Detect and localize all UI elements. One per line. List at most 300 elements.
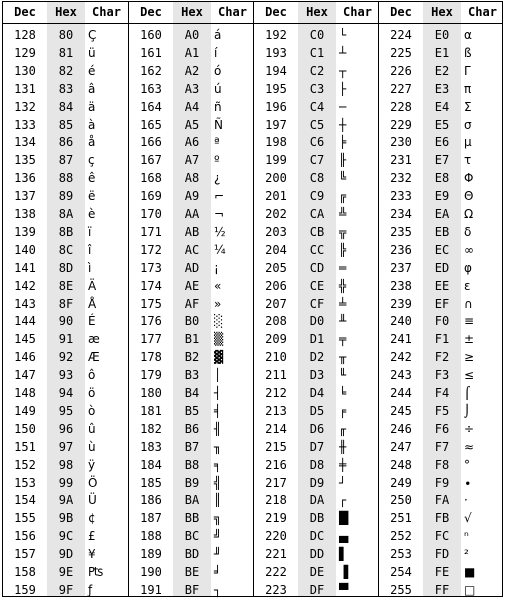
char-cell: ╓ (339, 421, 347, 436)
dec-cell: 247 (390, 439, 412, 454)
hex-cell: EF (434, 296, 450, 311)
char-cell: ╞ (339, 135, 347, 150)
hex-cell: C4 (309, 99, 325, 114)
table-header-row (379, 2, 502, 24)
char-cell: ┌ (339, 493, 347, 508)
char-cell: Γ (464, 63, 471, 78)
char-cell: ╘ (339, 386, 347, 400)
dec-cell: 215 (265, 439, 287, 454)
char-cell: ≥ (464, 350, 475, 365)
hex-cell: F8 (434, 457, 450, 472)
char-cell: ╬ (339, 278, 347, 293)
hex-cell: B3 (184, 368, 200, 383)
hex-cell: D8 (309, 457, 325, 472)
hex-cell: C8 (309, 171, 325, 186)
hex-cell: A0 (184, 28, 200, 42)
hex-cell: 8F (58, 296, 74, 311)
char-cell: ╛ (214, 565, 222, 579)
char-cell: Ñ (214, 117, 223, 132)
char-cell: ½ (214, 224, 226, 239)
char-cell: ╢ (214, 421, 222, 436)
dec-cell: 145 (14, 332, 36, 347)
hex-cell: BA (184, 493, 200, 508)
hex-cell: B1 (184, 332, 200, 347)
hex-cell: F4 (434, 386, 450, 400)
dec-cell: 255 (390, 582, 412, 597)
header-hex: Hex (181, 5, 203, 19)
hex-cell: CD (309, 260, 325, 275)
dec-cell: 245 (390, 403, 412, 418)
char-cell: √ (464, 511, 472, 526)
char-cell: Ç (88, 28, 97, 42)
dec-cell: 169 (140, 189, 162, 204)
hex-cell: 85 (58, 117, 74, 132)
dec-cell: 190 (140, 565, 162, 579)
hex-cell: 9F (58, 582, 74, 597)
dec-cell: 133 (14, 117, 36, 132)
hex-cell: 8D (58, 260, 74, 275)
table-column-group-4 (378, 2, 502, 596)
hex-cell: A6 (184, 135, 200, 150)
dec-cell: 142 (14, 278, 36, 293)
dec-cell: 217 (265, 475, 287, 490)
hex-cell: A9 (184, 189, 200, 204)
dec-cell: 204 (265, 242, 287, 257)
dec-cell: 187 (140, 511, 162, 526)
char-cell: ╤ (339, 332, 347, 347)
char-cell: ░ (214, 314, 224, 329)
char-cell: ├ (339, 81, 347, 96)
dec-cell: 191 (140, 582, 162, 597)
char-cell: φ (464, 260, 472, 275)
char-cell: ╩ (339, 207, 347, 221)
dec-cell: 238 (390, 278, 412, 293)
hex-cell: DB (309, 511, 325, 526)
hex-cell: A3 (184, 81, 200, 96)
char-cell: │ (214, 368, 222, 383)
header-char: Char (218, 5, 247, 19)
dec-cell: 226 (390, 63, 412, 78)
char-cell: ╟ (339, 153, 347, 168)
char-cell: Σ (464, 99, 472, 114)
dec-cell: 231 (390, 153, 412, 168)
hex-cell: CF (309, 296, 325, 311)
char-cell: à (88, 117, 96, 132)
dec-cell: 132 (14, 99, 36, 114)
hex-cell: 8B (58, 224, 74, 239)
dec-cell: 164 (140, 99, 162, 114)
hex-cell: F3 (434, 368, 450, 383)
dec-cell: 188 (140, 529, 162, 544)
dec-cell: 139 (14, 224, 36, 239)
dec-cell: 227 (390, 81, 412, 96)
hex-cell: B0 (184, 314, 200, 329)
hex-cell: 98 (58, 457, 74, 472)
hex-cell: C1 (309, 45, 325, 60)
hex-cell: E4 (434, 99, 450, 114)
header-hex: Hex (55, 5, 77, 19)
hex-cell: AC (184, 242, 200, 257)
char-cell: ╖ (214, 439, 222, 454)
hex-cell: D5 (309, 403, 325, 418)
dec-cell: 172 (140, 242, 162, 257)
char-cell: ╚ (339, 171, 347, 186)
hex-cell: F0 (434, 314, 450, 329)
char-cell: └ (339, 28, 347, 42)
dec-cell: 174 (140, 278, 162, 293)
hex-cell: 82 (58, 63, 74, 78)
char-cell: Θ (464, 189, 474, 204)
dec-cell: 184 (140, 457, 162, 472)
char-cell: ¬ (214, 207, 225, 221)
dec-cell: 213 (265, 403, 287, 418)
char-cell: æ (88, 332, 100, 347)
char-cell: ß (464, 45, 472, 60)
char-cell: □ (464, 582, 476, 597)
hex-cell: 94 (58, 386, 74, 400)
dec-cell: 148 (14, 386, 36, 400)
dec-cell: 138 (14, 207, 36, 221)
char-cell: ╫ (339, 439, 347, 454)
hex-cell: EB (434, 224, 450, 239)
char-cell: ▓ (214, 350, 224, 365)
dec-cell: 228 (390, 99, 412, 114)
hex-cell: 87 (58, 153, 74, 168)
dec-cell: 203 (265, 224, 287, 239)
dec-cell: 146 (14, 350, 36, 365)
hex-cell: B2 (184, 350, 200, 365)
hex-cell: 96 (58, 421, 74, 436)
char-cell: ╙ (339, 368, 347, 383)
char-cell: ÿ (88, 457, 96, 472)
hex-cell: A2 (184, 63, 200, 78)
char-cell: ╜ (214, 547, 222, 562)
char-cell: ╡ (214, 403, 222, 418)
char-cell: ╥ (339, 350, 347, 365)
header-char: Char (343, 5, 372, 19)
char-cell: ┤ (214, 386, 222, 400)
hex-cell: C2 (309, 63, 325, 78)
hex-cell: FC (434, 529, 450, 544)
hex-cell: B4 (184, 386, 200, 400)
dec-cell: 168 (140, 171, 162, 186)
char-cell: ╪ (339, 457, 347, 472)
hex-cell: F7 (434, 439, 450, 454)
char-cell: ² (464, 547, 469, 562)
char-cell: Ä (88, 278, 97, 293)
dec-cell: 189 (140, 547, 162, 562)
hex-cell: D2 (309, 350, 325, 365)
char-cell: é (88, 63, 96, 78)
char-cell: ■ (464, 565, 476, 579)
dec-cell: 198 (265, 135, 287, 150)
char-cell: Å (88, 296, 97, 311)
char-cell: Ω (464, 207, 474, 221)
header-dec: Dec (265, 5, 287, 19)
dec-cell: 230 (390, 135, 412, 150)
dec-cell: 253 (390, 547, 412, 562)
char-cell: ∩ (464, 296, 473, 311)
hex-cell: A1 (184, 45, 200, 60)
hex-cell: CC (309, 242, 325, 257)
char-cell: û (88, 421, 96, 436)
char-cell: á (214, 28, 222, 42)
dec-cell: 182 (140, 421, 162, 436)
hex-cell: FA (434, 493, 450, 508)
dec-cell: 159 (14, 582, 36, 597)
char-cell: ⌐ (214, 189, 225, 204)
char-cell: ë (88, 189, 96, 204)
hex-cell: D9 (309, 475, 325, 490)
hex-cell: 84 (58, 99, 74, 114)
dec-cell: 161 (140, 45, 162, 60)
dec-cell: 166 (140, 135, 162, 150)
char-cell: í (214, 45, 218, 60)
hex-cell: B8 (184, 457, 200, 472)
char-cell: ≤ (464, 368, 475, 383)
hex-cell: 92 (58, 350, 74, 365)
hex-cell: 9C (58, 529, 74, 544)
char-cell: ╧ (339, 296, 347, 311)
dec-cell: 250 (390, 493, 412, 508)
hex-cell: DD (309, 547, 325, 562)
char-cell: ∞ (464, 242, 474, 257)
hex-cell: B6 (184, 421, 200, 436)
char-cell: µ (464, 135, 472, 150)
hex-cell: EE (434, 278, 450, 293)
dec-cell: 214 (265, 421, 287, 436)
table-column-group-3 (253, 2, 378, 596)
dec-cell: 248 (390, 457, 412, 472)
dec-cell: 209 (265, 332, 287, 347)
dec-cell: 178 (140, 350, 162, 365)
dec-cell: 216 (265, 457, 287, 472)
char-cell: ò (88, 403, 96, 418)
dec-cell: 193 (265, 45, 287, 60)
header-dec: Dec (14, 5, 36, 19)
hex-cell: AA (184, 207, 200, 221)
dec-cell: 234 (390, 207, 412, 221)
char-cell: ▌ (339, 547, 349, 562)
char-cell: Ü (88, 493, 97, 508)
hex-cell: BF (184, 582, 200, 597)
ascii-extended-table (2, 1, 503, 597)
char-cell: ▐ (339, 565, 349, 579)
dec-cell: 163 (140, 81, 162, 96)
hex-cell: DC (309, 529, 325, 544)
char-cell: ┼ (339, 117, 347, 132)
hex-cell: E1 (434, 45, 450, 60)
dec-cell: 220 (265, 529, 287, 544)
dec-cell: 153 (14, 475, 36, 490)
dec-cell: 249 (390, 475, 412, 490)
hex-cell: D1 (309, 332, 325, 347)
table-header-row (129, 2, 253, 24)
header-char: Char (92, 5, 121, 19)
char-cell: ╒ (339, 403, 347, 418)
dec-cell: 194 (265, 63, 287, 78)
dec-cell: 144 (14, 314, 36, 329)
char-cell: ö (88, 386, 96, 400)
dec-cell: 180 (140, 386, 162, 400)
dec-cell: 130 (14, 63, 36, 78)
hex-cell: 90 (58, 314, 74, 329)
hex-cell: EC (434, 242, 450, 257)
hex-cell: A7 (184, 153, 200, 168)
dec-cell: 143 (14, 296, 36, 311)
dec-cell: 137 (14, 189, 36, 204)
hex-cell: A4 (184, 99, 200, 114)
header-dec: Dec (390, 5, 412, 19)
dec-cell: 237 (390, 260, 412, 275)
dec-cell: 179 (140, 368, 162, 383)
hex-cell: F6 (434, 421, 450, 436)
char-cell: · (464, 493, 468, 508)
char-cell: ï (88, 224, 92, 239)
hex-cell: DF (309, 582, 325, 597)
hex-cell: B5 (184, 403, 200, 418)
char-cell: ƒ (88, 582, 93, 597)
char-cell: ô (88, 368, 96, 383)
dec-cell: 205 (265, 260, 287, 275)
char-cell: δ (464, 224, 472, 239)
char-cell: ₧ (88, 565, 104, 579)
char-cell: ≡ (464, 314, 475, 329)
hex-cell: 8C (58, 242, 74, 257)
header-hex: Hex (306, 5, 328, 19)
char-cell: ⌡ (464, 403, 471, 418)
dec-cell: 147 (14, 368, 36, 383)
dec-cell: 151 (14, 439, 36, 454)
dec-cell: 219 (265, 511, 287, 526)
table-column-group-2 (128, 2, 253, 596)
hex-cell: C7 (309, 153, 325, 168)
char-cell: ó (214, 63, 222, 78)
char-cell: ≈ (464, 439, 475, 454)
dec-cell: 252 (390, 529, 412, 544)
char-cell: ─ (339, 99, 347, 114)
hex-cell: CB (309, 224, 325, 239)
char-cell: ▒ (214, 332, 224, 347)
dec-cell: 199 (265, 153, 287, 168)
dec-cell: 223 (265, 582, 287, 597)
hex-cell: F9 (434, 475, 450, 490)
char-cell: ú (214, 81, 222, 96)
char-cell: ¥ (88, 547, 96, 562)
char-cell: ║ (214, 493, 222, 508)
char-cell: î (88, 242, 92, 257)
hex-cell: E2 (434, 63, 450, 78)
hex-cell: CA (309, 207, 325, 221)
char-cell: ¿ (214, 171, 221, 186)
dec-cell: 211 (265, 368, 287, 383)
hex-cell: 81 (58, 45, 74, 60)
hex-cell: FF (434, 582, 450, 597)
dec-cell: 154 (14, 493, 36, 508)
dec-cell: 183 (140, 439, 162, 454)
char-cell: Æ (88, 350, 100, 365)
dec-cell: 149 (14, 403, 36, 418)
dec-cell: 201 (265, 189, 287, 204)
char-cell: ┘ (339, 475, 347, 490)
hex-cell: EA (434, 207, 450, 221)
char-cell: ╠ (339, 242, 347, 257)
dec-cell: 222 (265, 565, 287, 579)
dec-cell: 157 (14, 547, 36, 562)
char-cell: ª (214, 135, 220, 150)
dec-cell: 233 (390, 189, 412, 204)
char-cell: ═ (339, 260, 347, 275)
table-column-group-1 (3, 2, 128, 596)
dec-cell: 225 (390, 45, 412, 60)
hex-cell: BD (184, 547, 200, 562)
char-cell: ╨ (339, 314, 347, 329)
hex-cell: F1 (434, 332, 450, 347)
hex-cell: B7 (184, 439, 200, 454)
dec-cell: 244 (390, 386, 412, 400)
hex-cell: AD (184, 260, 200, 275)
dec-cell: 241 (390, 332, 412, 347)
dec-cell: 229 (390, 117, 412, 132)
hex-cell: D4 (309, 386, 325, 400)
char-cell: â (88, 81, 96, 96)
hex-cell: E3 (434, 81, 450, 96)
hex-cell: 89 (58, 189, 74, 204)
hex-cell: E7 (434, 153, 450, 168)
char-cell: ▄ (339, 529, 349, 544)
char-cell: É (88, 314, 96, 329)
char-cell: █ (339, 511, 349, 526)
char-cell: ¼ (214, 242, 226, 257)
dec-cell: 158 (14, 565, 36, 579)
dec-cell: 246 (390, 421, 412, 436)
dec-cell: 170 (140, 207, 162, 221)
char-cell: Ö (88, 475, 98, 490)
dec-cell: 181 (140, 403, 162, 418)
hex-cell: E5 (434, 117, 450, 132)
hex-cell: C5 (309, 117, 325, 132)
char-cell: ⁿ (464, 529, 469, 544)
dec-cell: 197 (265, 117, 287, 132)
hex-cell: 80 (58, 28, 74, 42)
hex-cell: 91 (58, 332, 74, 347)
hex-cell: A8 (184, 171, 200, 186)
dec-cell: 224 (390, 28, 412, 42)
char-cell: ┐ (214, 582, 222, 597)
dec-cell: 210 (265, 350, 287, 365)
dec-cell: 152 (14, 457, 36, 472)
dec-cell: 140 (14, 242, 36, 257)
hex-cell: BE (184, 565, 200, 579)
char-cell: « (214, 278, 222, 293)
char-cell: ¡ (214, 260, 219, 275)
hex-cell: 8A (58, 207, 74, 221)
hex-cell: BC (184, 529, 200, 544)
hex-cell: 9D (58, 547, 74, 562)
dec-cell: 206 (265, 278, 287, 293)
dec-cell: 195 (265, 81, 287, 96)
char-cell: ╗ (214, 511, 222, 526)
header-hex: Hex (431, 5, 453, 19)
hex-cell: A5 (184, 117, 200, 132)
char-cell: ∙ (464, 475, 472, 490)
dec-cell: 235 (390, 224, 412, 239)
char-cell: å (88, 135, 96, 150)
char-cell: ⌠ (464, 386, 471, 400)
char-cell: ╕ (214, 457, 222, 472)
char-cell: τ (464, 153, 472, 168)
char-cell: ¢ (88, 511, 96, 526)
